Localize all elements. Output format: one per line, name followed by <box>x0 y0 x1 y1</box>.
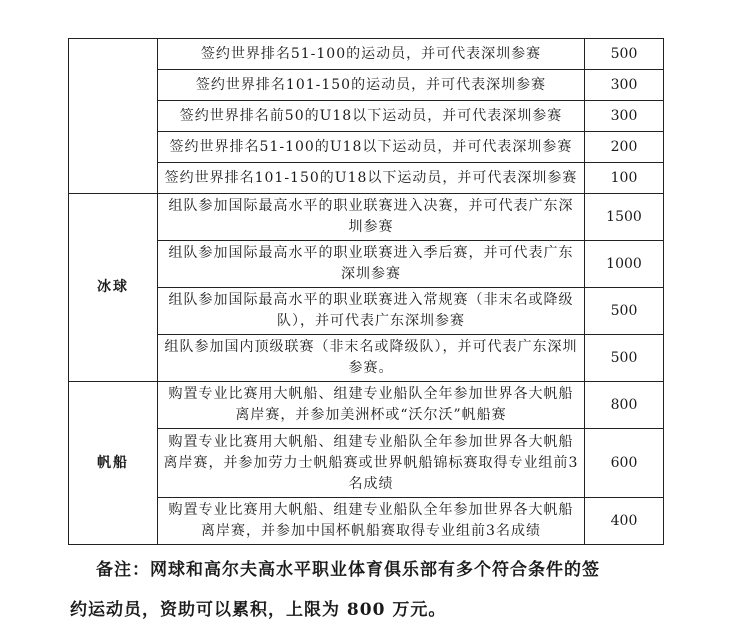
description-cell: 购置专业比赛用大帆船、组建专业船队全年参加世界各大帆船离岸赛，并参加中国杯帆船赛取得专业组前3名成绩 <box>158 498 585 545</box>
table-row <box>69 39 664 70</box>
footnote-line-2: 约运动员，资助可以累积，上限为 800 万元。 <box>70 600 447 620</box>
amount-cell: 500 <box>585 288 664 335</box>
amount-cell: 500 <box>585 39 664 70</box>
amount-cell: 1000 <box>585 241 664 288</box>
table-row <box>69 70 664 101</box>
table-row <box>69 498 664 545</box>
description-cell: 组队参加国际最高水平的职业联赛进入决赛，并可代表广东深圳参赛 <box>158 194 585 241</box>
description-cell: 组队参加国际最高水平的职业联赛进入季后赛，并可代表广东深圳参赛 <box>158 241 585 288</box>
amount-cell: 500 <box>585 335 664 382</box>
table-row <box>69 335 664 382</box>
table-row <box>69 429 664 498</box>
amount-cell: 300 <box>585 70 664 101</box>
footnote <box>70 550 676 630</box>
table-row <box>69 241 664 288</box>
description-cell: 签约世界排名51-100的U18以下运动员，并可代表深圳参赛 <box>158 132 585 163</box>
category-cell-sailing: 帆船 <box>69 382 158 545</box>
amount-cell: 800 <box>585 382 664 429</box>
table-row <box>69 163 664 194</box>
table-row <box>69 288 664 335</box>
table-row <box>69 382 664 429</box>
table-row <box>69 194 664 241</box>
description-cell: 组队参加国际最高水平的职业联赛进入常规赛（非末名或降级队），并可代表广东深圳参赛 <box>158 288 585 335</box>
description-cell: 组队参加国内顶级联赛（非末名或降级队），并可代表广东深圳参赛。 <box>158 335 585 382</box>
category-cell-ice-hockey: 冰球 <box>69 194 158 382</box>
table-row <box>69 101 664 132</box>
description-cell: 签约世界排名51-100的运动员，并可代表深圳参赛 <box>158 39 585 70</box>
award-table <box>68 38 664 545</box>
amount-cell: 400 <box>585 498 664 545</box>
description-cell: 购置专业比赛用大帆船、组建专业船队全年参加世界各大帆船离岸赛，并参加美洲杯或“沃尔沃”帆船赛 <box>158 382 585 429</box>
description-cell: 签约世界排名101-150的U18以下运动员，并可代表深圳参赛 <box>158 163 585 194</box>
category-cell-top <box>69 39 158 194</box>
description-cell: 签约世界排名101-150的运动员，并可代表深圳参赛 <box>158 70 585 101</box>
amount-cell: 200 <box>585 132 664 163</box>
table-row <box>69 132 664 163</box>
amount-cell: 100 <box>585 163 664 194</box>
amount-cell: 600 <box>585 429 664 498</box>
amount-cell: 1500 <box>585 194 664 241</box>
description-cell: 购置专业比赛用大帆船、组建专业船队全年参加世界各大帆船离岸赛，并参加劳力士帆船赛或世界帆船锦标赛取得专业组前3名成绩 <box>158 429 585 498</box>
description-cell: 签约世界排名前50的U18以下运动员，并可代表深圳参赛 <box>158 101 585 132</box>
footnote-line-1: 备注：网球和高尔夫高水平职业体育俱乐部有多个符合条件的签 <box>96 560 600 580</box>
amount-cell: 300 <box>585 101 664 132</box>
